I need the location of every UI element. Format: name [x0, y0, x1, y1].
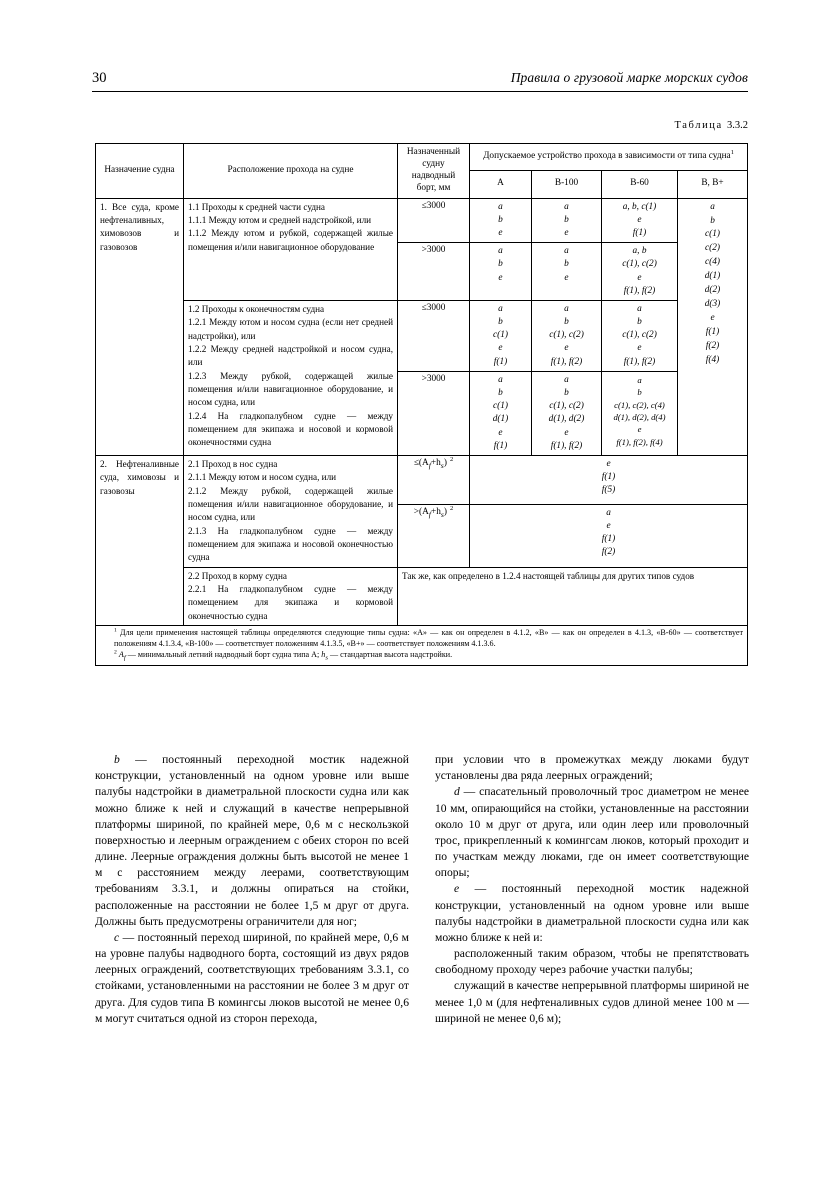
table-3-3-2: [95, 143, 747, 666]
cell-b100-1-1-2: a b e: [532, 243, 602, 301]
paragraph-text: — постоянный переходной мостик надежной конструкции, установленный на одном уровне или выше палубы надстройки в диаметральной плоскости судна или как можно ближе к ней и служащий в качестве непрерывной платформы шириной, по крайней мере, 0,6 м с нескользкой поверхностью и леерным ограждением с обеих сторон по всей длине. Леерные ограждения должны быть высотой не менее 1 м с расстоянием между леерами, соответствующим требованиям 3.3.1, и должны опираться на стойки, расположенные на расстоянии не более 1,5 м друг от друга. Должны быть предусмотрены ограничители для ног;: [95, 753, 409, 928]
body-paragraph: [435, 881, 749, 946]
paragraph-text: служащий в качестве непрерывной платформы шириной не менее 1,0 м (для нефтеналивных судов длиной менее 100 м — шириной не менее 0,6 м);: [435, 979, 749, 1025]
body-paragraph: [435, 978, 749, 1027]
cell-b100-1-2-1: a b c(1), c(2) e f(1), f(2): [532, 300, 602, 371]
footnote-2-symbol2: h: [321, 649, 326, 659]
paragraph-text: — спасательный проволочный трос диаметром не менее 10 мм, опирающийся на стойки, установленные на расстоянии около 10 м друг от друга, или один леер или проволочный трос, прикрепленный к комингсам люков, который проходит и по участкам между люками, где он имеет соответствующие опоры;: [435, 785, 749, 880]
footnote-2-symbol: A: [118, 649, 124, 659]
header-allowed-group: [470, 144, 748, 171]
table-footnotes: [96, 626, 748, 666]
body-paragraph: [95, 930, 409, 1027]
footnote-1-text: Для цели применения настоящей таблицы определяются следующие типы судна: «А» — как он определен в 4.1.2, «В» — как он определен в 4.1.3, «В-60» — соответствует положениям 4.1.3.4, «В-100» — соответствует положениям 4.1.3.5, «В+» — соответствует положениям 4.1.3.6.: [114, 628, 744, 648]
header-freeboard: Назначенный судну надводный борт, мм: [398, 144, 470, 199]
cell-location-1-1: 1.1 Проходы к средней части судна 1.1.1 Между ютом и средней надстройкой, или 1.1.2 Между ютом и рубкой, содержащей жилые помещения и/или навигационное оборудование: [184, 198, 398, 300]
header-type-bplus: B, B+: [678, 171, 748, 198]
cell-purpose-2: 2. Нефтеналивные суда, химовозы и газовозы: [96, 455, 184, 625]
body-paragraph: [435, 946, 749, 978]
cell-b100-1-2-2: a b c(1), c(2) d(1), d(2) e f(1), f(2): [532, 371, 602, 455]
header-allowed-group-text: Допускаемое устройство прохода в зависимости от типа судна: [483, 151, 731, 162]
footnote-1: [100, 628, 743, 650]
freeboard-formula-1: $\le(A_f+h_s)$ $^2$: [413, 455, 454, 470]
table-row: [96, 198, 748, 243]
cell-bplus-1: a b c(1) c(2) c(4) d(1) d(2) d(3) e f(1) f(2) f(4): [678, 198, 748, 455]
term-symbol: c: [114, 930, 120, 944]
table-row: [96, 300, 748, 371]
table-caption-number: 3.3.2: [727, 120, 748, 131]
cell-b60-1-2-1: a b c(1), c(2) e f(1), f(2): [602, 300, 678, 371]
paragraph-text: расположенный таким образом, чтобы не препятствовать свободному проходу через рабочие участки палубы;: [435, 947, 749, 977]
cell-value-2-1-1: e f(1) f(5): [470, 455, 748, 504]
cell-b60-1-1-1: a, b, c(1) e f(1): [602, 198, 678, 243]
freeboard-formula-2: $>(A_f+h_s)$ $^2$: [413, 504, 454, 519]
header-location: Расположение прохода на судне: [184, 144, 398, 199]
paragraph-text: — постоянный переходной мостик надежной конструкции, установленный на одном уровне или выше палубы надстройки в диаметральной плоскости судна или как можно ближе к ней и:: [435, 882, 749, 944]
table-caption-label: Таблица: [674, 120, 723, 131]
cell-a-1-1-1: a b e: [470, 198, 532, 243]
footnote-2-symbol2-sub: s: [325, 654, 328, 662]
cell-freeboard-2-1-1: [398, 455, 470, 504]
footnote-2-marker: 2: [114, 649, 117, 656]
header-purpose: Назначение судна: [96, 144, 184, 199]
table-row: [96, 567, 748, 625]
cell-a-1-2-1: a b c(1) e f(1): [470, 300, 532, 371]
body-paragraph: [435, 752, 749, 784]
term-symbol: e: [454, 882, 460, 896]
footnote-2-symbol-sub: f: [123, 654, 126, 662]
header-type-a: A: [470, 171, 532, 198]
page-header: [92, 70, 748, 92]
term-symbol: d: [454, 785, 460, 799]
cell-freeboard-1-2-1: ≤3000: [398, 300, 470, 371]
cell-b60-1-2-2: a b c(1), c(2), c(4) d(1), d(2), d(4) e f(1), f(2), f(4): [602, 371, 678, 455]
paragraph-text: при условии что в промежутках между люками будут установлены два ряда леерных ограждений;: [435, 753, 749, 783]
footnote-1-marker: 1: [114, 627, 117, 634]
header-type-b100: B-100: [532, 171, 602, 198]
cell-b100-1-1-1: a b e: [532, 198, 602, 243]
footnote-2-text-a: — минимальный летний надводный борт судна типа А;: [125, 649, 322, 659]
cell-value-2-2: Так же, как определено в 1.2.4 настоящей таблицы для других типов судов: [398, 567, 748, 625]
table-caption: [675, 120, 748, 131]
body-paragraph: [95, 752, 409, 930]
table-head: [96, 144, 748, 199]
body-paragraph: [435, 784, 749, 881]
term-symbol: b: [114, 753, 120, 766]
header-allowed-group-footnote: 1: [730, 149, 734, 157]
cell-value-2-1-2: a e f(1) f(2): [470, 504, 748, 567]
cell-freeboard-1-1-1: ≤3000: [398, 198, 470, 243]
cell-a-1-1-2: a b e: [470, 243, 532, 301]
cell-freeboard-1-1-2: >3000: [398, 243, 470, 301]
cell-freeboard-1-2-2: >3000: [398, 371, 470, 455]
cell-purpose-1: 1. Все суда, кроме нефтеналивных, химовозов и газовозов: [96, 198, 184, 455]
header-type-b60: B-60: [602, 171, 678, 198]
paragraph-text: — постоянный переход шириной, по крайней мере, 0,6 м на уровне палубы надводного борта, состоящий из двух рядов леерных ограждений, соответствующих требованиям 3.3.1, со стойками, установленными на расстоянии не более 3 м друг от друга. Для судов типа В комингсы люков высотой не менее 0,6 м могут считаться одной из сторон перехода,: [95, 930, 409, 1025]
footnote-2-text-b: — стандартная высота надстройки.: [327, 649, 453, 659]
table-footnotes-row: [96, 626, 748, 666]
footnote-2: [100, 650, 743, 663]
cell-location-2-2: 2.2 Проход в корму судна 2.2.1 На гладкопалубном судне — между помещением для экипажа и кормовой оконечностью судна: [184, 567, 398, 625]
body-column-right: [435, 752, 749, 1027]
cell-b60-1-1-2: a, b c(1), c(2) e f(1), f(2): [602, 243, 678, 301]
cell-location-1-2: 1.2 Проходы к оконечностям судна 1.2.1 Между ютом и носом судна (если нет средней надстройки), или 1.2.2 Между средней надстройкой и носом судна, или 1.2.3 Между рубкой, содержащей жилые помещения и/или навигационное оборудование, и носом судна, или 1.2.4 На гладкопалубном судне — между помещением для экипажа и носовой и кормовой оконечностями судна: [184, 300, 398, 455]
body-column-left: [95, 752, 409, 1027]
table-row: [96, 455, 748, 504]
cell-freeboard-2-1-2: [398, 504, 470, 567]
running-title: Правила о грузовой марке морских судов: [510, 70, 748, 85]
table-body: [96, 198, 748, 665]
cell-a-1-2-2: a b c(1) d(1) e f(1): [470, 371, 532, 455]
page-number: 30: [92, 70, 107, 86]
body-text: [95, 752, 749, 1027]
cell-location-2-1: 2.1 Проход в нос судна 2.1.1 Между ютом и носом судна, или 2.1.2 Между рубкой, содержащей жилые помещения и/или навигационное оборудование, и носом судна, или 2.1.3 На гладкопалубном судне — между помещением для экипажа и носовой оконечностью судна: [184, 455, 398, 567]
